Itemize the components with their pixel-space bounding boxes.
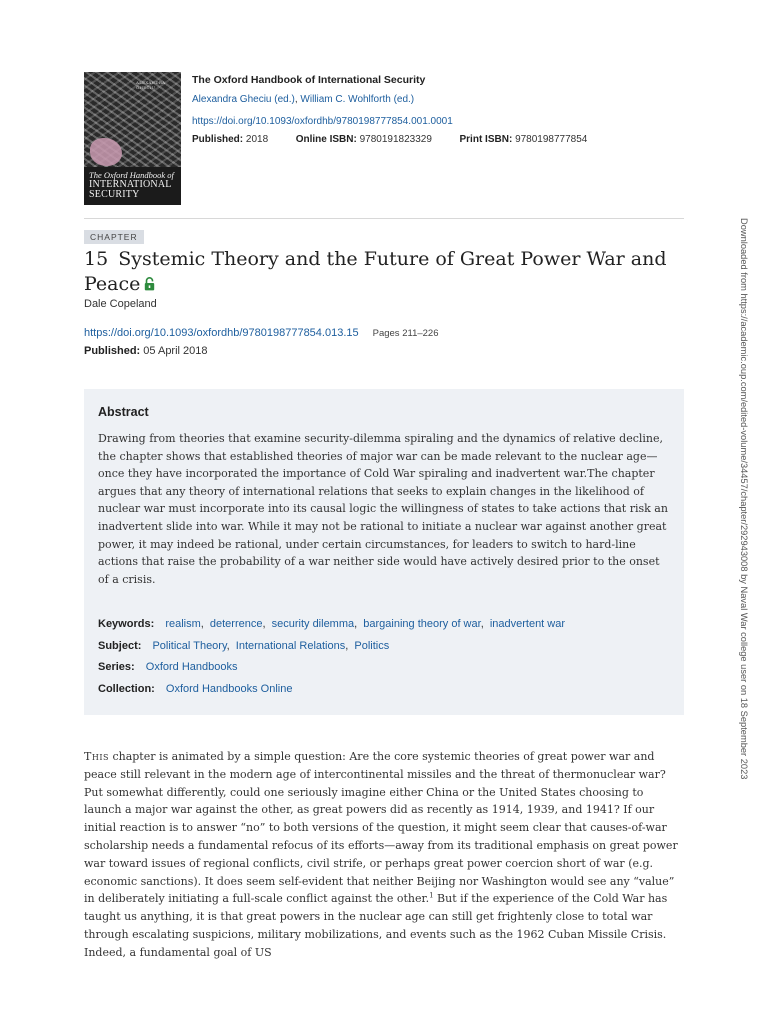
subject-link[interactable]: Political Theory	[152, 640, 227, 652]
subject-link[interactable]: Politics	[354, 640, 390, 652]
series-label: Series:	[98, 661, 135, 673]
keywords-row: Keywords: realism, deterrence, security dilemma, bargaining theory of war, inadvertent war	[98, 618, 566, 630]
abstract-heading: Abstract	[98, 405, 149, 419]
header-divider	[84, 218, 684, 219]
chapter-body-paragraph	[84, 748, 684, 962]
online-isbn-value: 9780191823329	[359, 134, 432, 145]
abstract-box	[84, 389, 684, 715]
chapter-published	[84, 345, 208, 357]
chapter-published-label: Published:	[84, 345, 141, 357]
cover-title	[89, 170, 179, 200]
chapter-author[interactable]: Dale Copeland	[84, 298, 157, 310]
collection-label: Collection:	[98, 683, 155, 695]
chapter-doi-row	[84, 327, 438, 339]
paragraph-part1: chapter is animated by a simple question: Are the core systemic theories of great power war and peace still relevant in the modern age of intercontinental missiles and the threat of thermonuclear war? Put somewhat differently, could one seriously imagine either China or the United States choosing to launch a major war against the other, as great powers did as recently as 1914, 1939, and 1941? If our initial reaction is to answer “no” to both versions of the question, it might seem clear that causes-of-war scholarship needs a fundamental refocus of its efforts—away from its traditional emphasis on great power war toward issues of regional conflicts, civil strife, or perhaps great power coercion short of war (e.g. economic sanctions). It does seem self-evident that neither Beijing nor Washington would see any “value” in deliberately initiating a full-scale conflict against the other.	[84, 750, 678, 906]
chapter-doi-link[interactable]: https://doi.org/10.1093/oxfordhb/9780198777854.013.15	[84, 327, 359, 339]
cover-accent-shape	[90, 138, 122, 166]
chapter-title	[84, 247, 684, 297]
download-stamp-text: Downloaded from https://academic.oup.com/edited-volume/34457/chapter/292943008 by Naval War college user on 18 September 2023	[739, 218, 749, 780]
book-published-label: Published:	[192, 134, 244, 145]
print-isbn-label: Print ISBN:	[459, 134, 513, 145]
editor-link[interactable]: William C. Wohlforth (ed.)	[300, 94, 415, 105]
cover-title-line3: SECURITY	[89, 189, 140, 200]
keyword-link[interactable]: deterrence	[209, 618, 263, 630]
cover-title-line1: The Oxford Handbook of	[89, 170, 174, 180]
book-published-value: 2018	[245, 134, 269, 145]
keywords-label: Keywords:	[98, 618, 155, 630]
chapter-published-value: 05 April 2018	[143, 345, 208, 357]
series-row	[98, 661, 237, 673]
subject-link[interactable]: International Relations	[235, 640, 346, 652]
paragraph-part2: But if the experience of the Cold War has taught us anything, it is that great powers in the nuclear age can still get frightenly close to total war through escalating suspicions, military mobilizations, and events such as the 1962 Cuban Missile Crisis. Indeed, a fundamental goal of US	[84, 892, 668, 959]
series-link[interactable]: Oxford Handbooks	[145, 661, 238, 673]
download-stamp	[737, 218, 749, 808]
subject-row: Subject: Political Theory, International Relations, Politics	[98, 640, 390, 652]
open-lock-icon	[144, 277, 155, 291]
footnote-ref-link[interactable]: 1	[429, 891, 434, 900]
lead-word: This	[84, 750, 109, 763]
book-doi-link[interactable]: https://doi.org/10.1093/oxfordhb/9780198777854.001.0001	[192, 116, 453, 127]
book-title[interactable]: The Oxford Handbook of International Security	[192, 74, 426, 86]
cover-title-line2: INTERNATIONAL	[89, 179, 172, 190]
subject-label: Subject:	[98, 640, 142, 652]
keyword-link[interactable]: security dilemma	[271, 618, 355, 630]
cover-small-text: ALEXANDRA GHECIU	[136, 80, 166, 90]
keyword-link[interactable]: realism	[165, 618, 201, 630]
chapter-pages: Pages 211–226	[372, 328, 439, 339]
print-isbn-value: 9780198777854	[515, 134, 588, 145]
collection-link[interactable]: Oxford Handbooks Online	[165, 683, 293, 695]
online-isbn-label: Online ISBN:	[295, 134, 357, 145]
book-editors	[192, 94, 414, 105]
editor-link[interactable]: Alexandra Gheciu (ed.)	[192, 94, 295, 105]
book-header	[84, 72, 684, 205]
chapter-title-text: Systemic Theory and the Future of Great Power War and Peace	[84, 248, 667, 295]
editor-separator: ,	[294, 94, 301, 105]
keyword-link[interactable]: bargaining theory of war	[363, 618, 481, 630]
book-cover-image[interactable]	[84, 72, 181, 205]
chapter-tag: CHAPTER	[84, 230, 144, 244]
abstract-text: Drawing from theories that examine security-dilemma spiraling and the dynamics of relative decline, the chapter shows that established theories of major war can be made relevant to the nuclear age—once they have incorporated the importance of Cold War spiraling and inadvertent war.The chapter argues that any theory of international relations that seeks to explain changes in the likelihood of nuclear war must incorporate into its causal logic the willingness of states to take actions that risk an inadvertent slide into war. While it may not be rational to initiate a nuclear war against another great power, it may indeed be rational, under certain circumstances, for leaders to switch to hard-line actions that raise the probability of a war neither side would have actively desired prior to the onset of a crisis.	[98, 432, 668, 586]
collection-row	[98, 683, 292, 695]
book-publication-info	[192, 134, 587, 145]
chapter-number: 15	[84, 248, 109, 270]
keyword-link[interactable]: inadvertent war	[489, 618, 566, 630]
